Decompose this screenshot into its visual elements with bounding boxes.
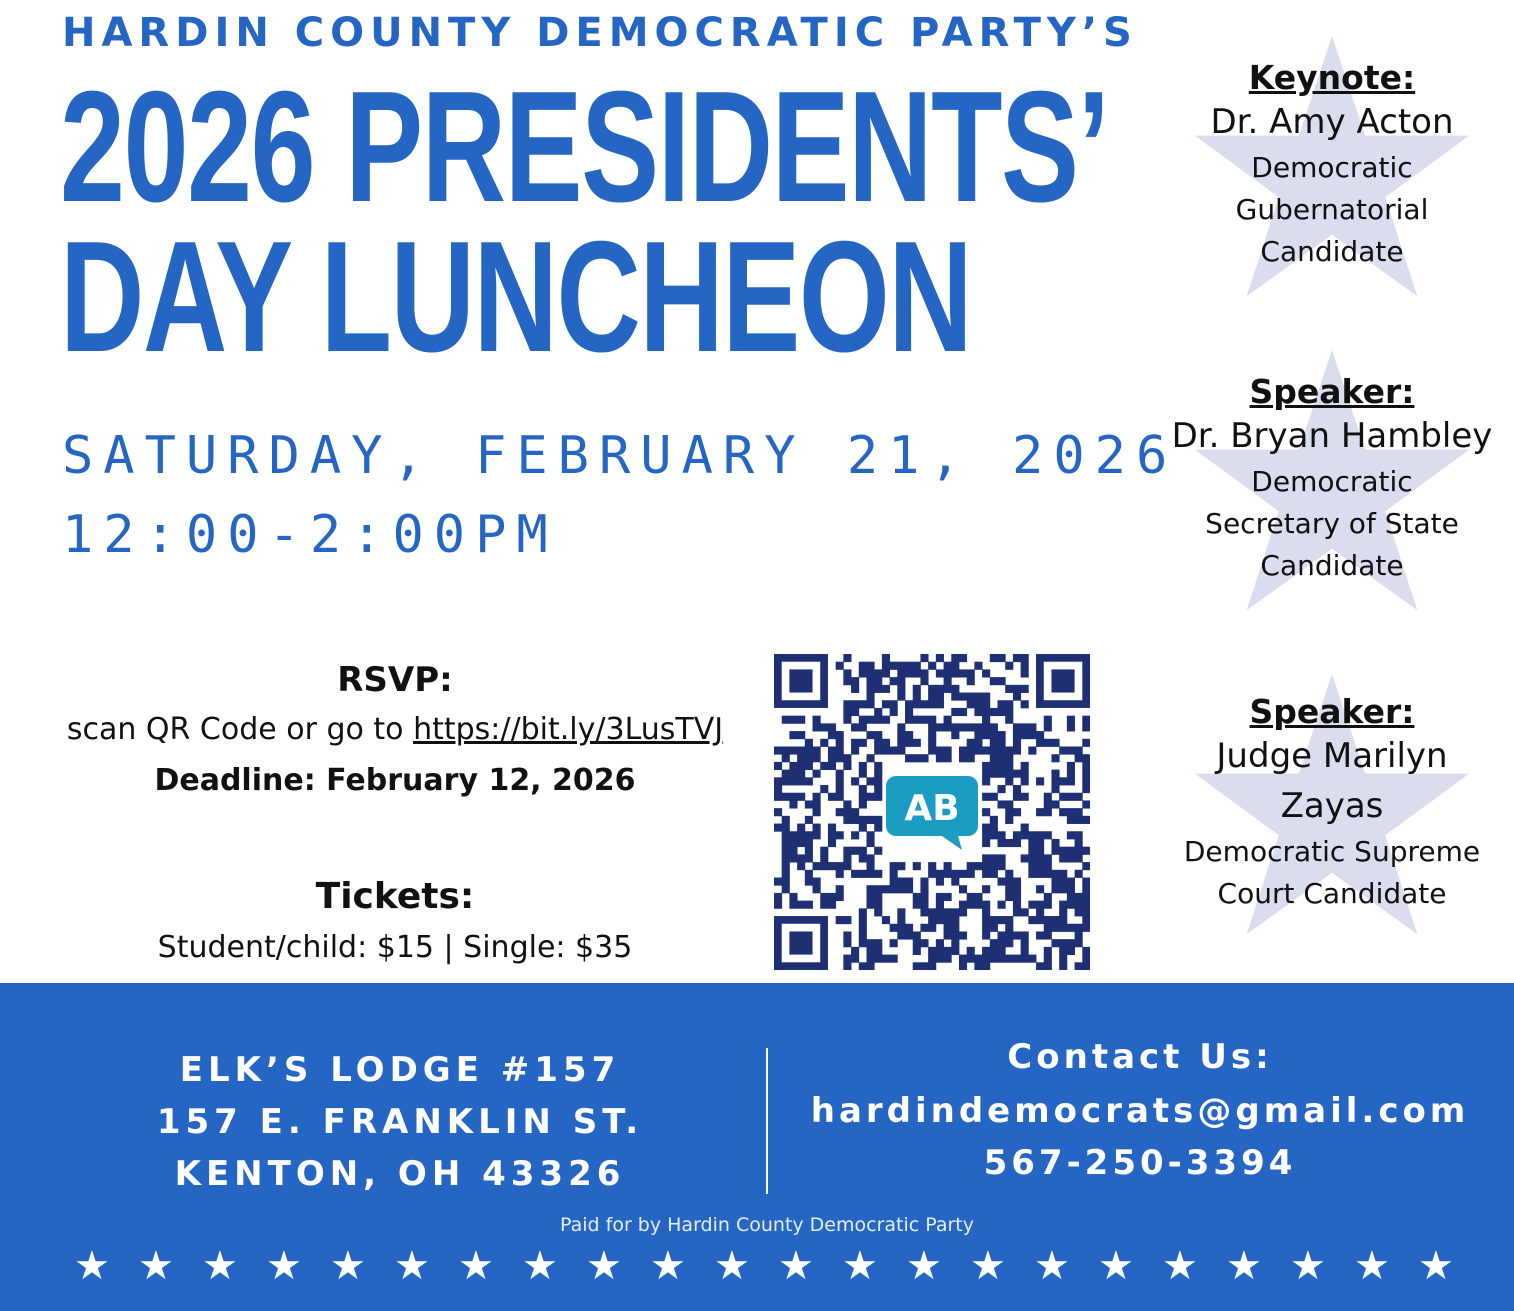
star-icon: ★ — [394, 1243, 430, 1289]
star-icon: ★ — [650, 1243, 686, 1289]
organization-name: HARDIN COUNTY DEMOCRATIC PARTY’S — [62, 10, 1138, 56]
footer-divider — [766, 1048, 768, 1194]
event-date: SATURDAY, FEBRUARY 21, 2026 — [62, 426, 1178, 486]
star-icon: ★ — [1226, 1243, 1262, 1289]
speaker-heading: Speaker: — [1249, 372, 1415, 411]
speaker-heading: Speaker: — [1249, 692, 1415, 731]
speaker-name: Dr. Bryan Hambley — [1171, 416, 1493, 456]
venue-city: KENTON, OH 43326 — [174, 1154, 626, 1194]
star-icon: ★ — [1034, 1243, 1070, 1289]
star-icon: ★ — [778, 1243, 814, 1289]
contact-email[interactable]: hardindemocrats@gmail.com — [810, 1091, 1470, 1131]
star-icon: ★ — [1162, 1243, 1198, 1289]
decorative-star-row — [74, 1244, 1454, 1288]
star-icon: ★ — [1354, 1243, 1390, 1289]
event-time: 12:00-2:00PM — [62, 505, 558, 565]
keynote-speaker-card — [1162, 34, 1502, 273]
qr-finder-pattern — [774, 654, 828, 708]
star-icon: ★ — [906, 1243, 942, 1289]
star-icon: ★ — [970, 1243, 1006, 1289]
paid-for-disclaimer: Paid for by Hardin County Democratic Party — [560, 1214, 974, 1236]
rsvp-deadline: Deadline: February 12, 2026 — [154, 763, 636, 798]
rsvp-instructions — [40, 712, 750, 747]
rsvp-link[interactable]: https://bit.ly/3LusTVJ — [413, 712, 724, 747]
contact-heading: Contact Us: — [1007, 1037, 1273, 1077]
star-icon: ★ — [1418, 1243, 1454, 1289]
speaker-role: Democratic — [1251, 465, 1413, 498]
speaker-heading: Keynote: — [1248, 58, 1416, 97]
speaker-role: Court Candidate — [1217, 877, 1447, 910]
qr-finder-pattern — [774, 916, 828, 970]
rsvp-heading: RSVP: — [337, 660, 453, 700]
star-icon: ★ — [1290, 1243, 1326, 1289]
qr-finder-pattern — [1036, 654, 1090, 708]
star-icon: ★ — [266, 1243, 302, 1289]
star-icon: ★ — [74, 1243, 110, 1289]
star-icon: ★ — [138, 1243, 174, 1289]
venue-street: 157 E. FRANKLIN ST. — [156, 1102, 644, 1142]
event-title-line-2: DAY LUNCHEON — [60, 209, 972, 385]
speaker-role: Gubernatorial — [1235, 193, 1429, 226]
speaker-card-zayas — [1162, 672, 1502, 915]
star-icon: ★ — [330, 1243, 366, 1289]
rsvp-qr-code[interactable] — [774, 654, 1090, 970]
venue-name: ELK’S LODGE #157 — [179, 1050, 621, 1090]
star-icon: ★ — [522, 1243, 558, 1289]
tickets-heading: Tickets: — [315, 876, 475, 917]
speaker-role: Democratic — [1251, 151, 1413, 184]
speaker-card-hambley — [1162, 348, 1502, 587]
star-icon: ★ — [1098, 1243, 1134, 1289]
star-icon: ★ — [842, 1243, 878, 1289]
speaker-role: Secretary of State — [1205, 507, 1459, 540]
speaker-role: Candidate — [1260, 549, 1404, 582]
speaker-name: Zayas — [1280, 786, 1384, 826]
event-title-line-1: 2026 PRESIDENTS’ — [60, 59, 1109, 235]
rsvp-instruction-text: scan QR Code or go to — [66, 712, 414, 747]
qr-logo-icon — [886, 776, 978, 850]
contact-phone[interactable]: 567-250-3394 — [983, 1143, 1297, 1183]
qr-logo-text: AB — [904, 788, 960, 829]
star-icon: ★ — [586, 1243, 622, 1289]
speaker-name: Judge Marilyn — [1216, 736, 1448, 776]
speaker-role: Democratic Supreme — [1183, 835, 1481, 868]
star-icon: ★ — [458, 1243, 494, 1289]
star-icon: ★ — [202, 1243, 238, 1289]
speaker-name: Dr. Amy Acton — [1210, 102, 1454, 142]
star-icon: ★ — [714, 1243, 750, 1289]
speaker-role: Candidate — [1260, 235, 1404, 268]
ticket-prices: Student/child: $15 | Single: $35 — [157, 930, 633, 965]
